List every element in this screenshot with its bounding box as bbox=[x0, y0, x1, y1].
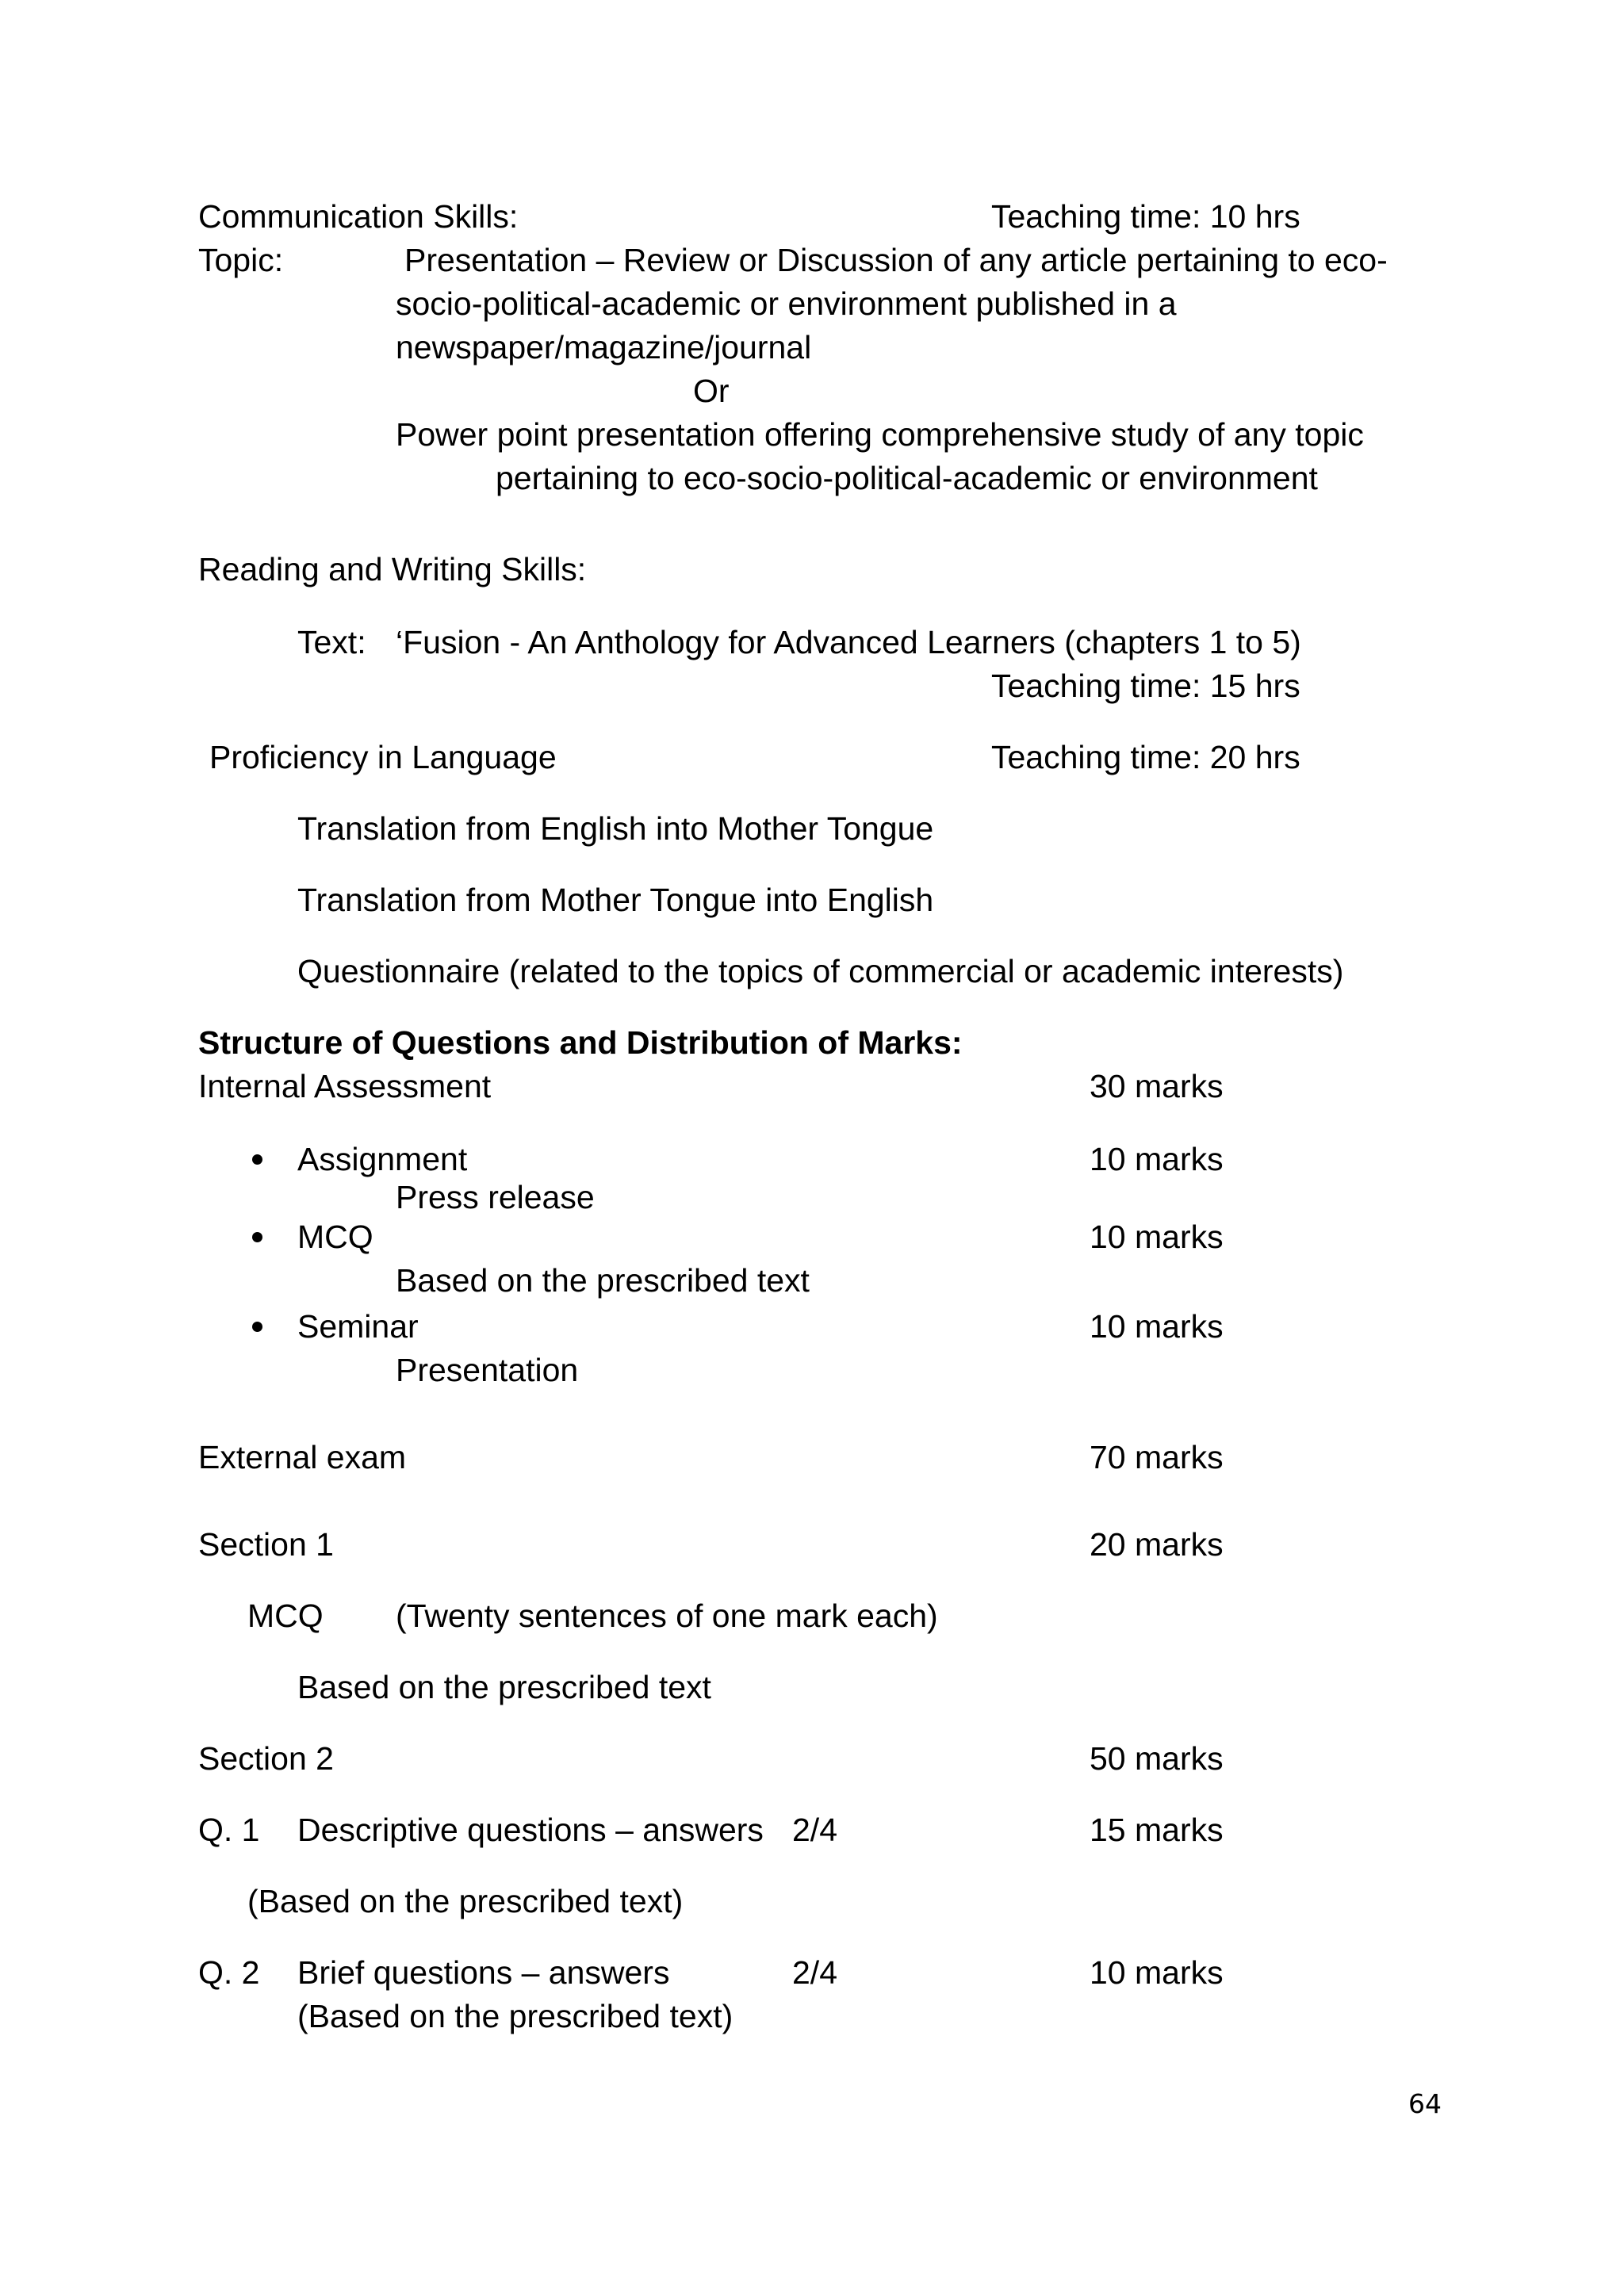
q1-marks: 15 marks bbox=[1090, 1812, 1224, 1848]
proficiency-item: Questionnaire (related to the topics of commercial or academic interests) bbox=[297, 953, 1344, 989]
communication-teaching-time: Teaching time: 10 hrs bbox=[991, 198, 1300, 235]
page-number: 64 bbox=[1408, 2088, 1442, 2119]
seminar-marks: 10 marks bbox=[1090, 1308, 1224, 1345]
section2-marks: 50 marks bbox=[1090, 1740, 1224, 1777]
q1-note: (Based on the prescribed text) bbox=[247, 1883, 684, 1919]
q2-marks: 10 marks bbox=[1090, 1954, 1224, 1991]
topic-or: Or bbox=[693, 373, 730, 409]
topic-line: newspaper/magazine/journal bbox=[396, 329, 812, 365]
topic-label: Topic: bbox=[198, 242, 284, 278]
external-exam-marks: 70 marks bbox=[1090, 1439, 1224, 1475]
topic-line: Presentation – Review or Discussion of any article pertaining to eco- bbox=[404, 242, 1388, 278]
proficiency-item: Translation from English into Mother Tongue bbox=[297, 810, 934, 847]
bullet-icon bbox=[252, 1232, 262, 1242]
mcq-label: MCQ bbox=[297, 1219, 373, 1255]
bullet-icon bbox=[252, 1154, 262, 1165]
mcq-marks: 10 marks bbox=[1090, 1219, 1224, 1255]
topic-line: socio-political-academic or environment published in a bbox=[396, 285, 1177, 322]
q2-note: (Based on the prescribed text) bbox=[297, 1998, 733, 2034]
mcq-sub: Based on the prescribed text bbox=[396, 1262, 810, 1299]
topic-line: Power point presentation offering comprehensive study of any topic bbox=[396, 416, 1364, 453]
reading-teaching-time: Teaching time: 15 hrs bbox=[991, 668, 1300, 704]
proficiency-item: Translation from Mother Tongue into English bbox=[297, 882, 934, 918]
section2-label: Section 2 bbox=[198, 1740, 334, 1777]
internal-assessment-label: Internal Assessment bbox=[198, 1068, 492, 1104]
communication-skills-heading: Communication Skills: bbox=[198, 198, 519, 235]
q2-text: Brief questions – answers bbox=[297, 1954, 670, 1991]
assignment-sub: Press release bbox=[396, 1179, 595, 1215]
seminar-sub: Presentation bbox=[396, 1352, 579, 1388]
q1-ratio: 2/4 bbox=[792, 1812, 837, 1848]
section1-marks: 20 marks bbox=[1090, 1526, 1224, 1563]
section1-label: Section 1 bbox=[198, 1526, 334, 1563]
proficiency-heading: Proficiency in Language bbox=[209, 739, 557, 775]
structure-heading: Structure of Questions and Distribution of Marks: bbox=[198, 1024, 963, 1061]
q2-ratio: 2/4 bbox=[792, 1954, 837, 1991]
internal-assessment-marks: 30 marks bbox=[1090, 1068, 1224, 1104]
section1-mcq-label: MCQ bbox=[247, 1598, 324, 1634]
bullet-icon bbox=[252, 1322, 262, 1332]
q1-number: Q. 1 bbox=[198, 1812, 260, 1848]
reading-writing-heading: Reading and Writing Skills: bbox=[198, 551, 587, 587]
topic-line: pertaining to eco-socio-political-academic or environment bbox=[496, 460, 1318, 496]
text-title: ‘Fusion - An Anthology for Advanced Learners (chapters 1 to 5) bbox=[396, 624, 1301, 660]
seminar-label: Seminar bbox=[297, 1308, 419, 1345]
proficiency-teaching-time: Teaching time: 20 hrs bbox=[991, 739, 1300, 775]
assignment-marks: 10 marks bbox=[1090, 1141, 1224, 1177]
q1-text: Descriptive questions – answers bbox=[297, 1812, 764, 1848]
text-label: Text: bbox=[297, 624, 366, 660]
q2-number: Q. 2 bbox=[198, 1954, 260, 1991]
external-exam-label: External exam bbox=[198, 1439, 407, 1475]
assignment-label: Assignment bbox=[297, 1141, 468, 1177]
section1-mcq-desc: (Twenty sentences of one mark each) bbox=[396, 1598, 938, 1634]
section1-note: Based on the prescribed text bbox=[297, 1669, 711, 1705]
